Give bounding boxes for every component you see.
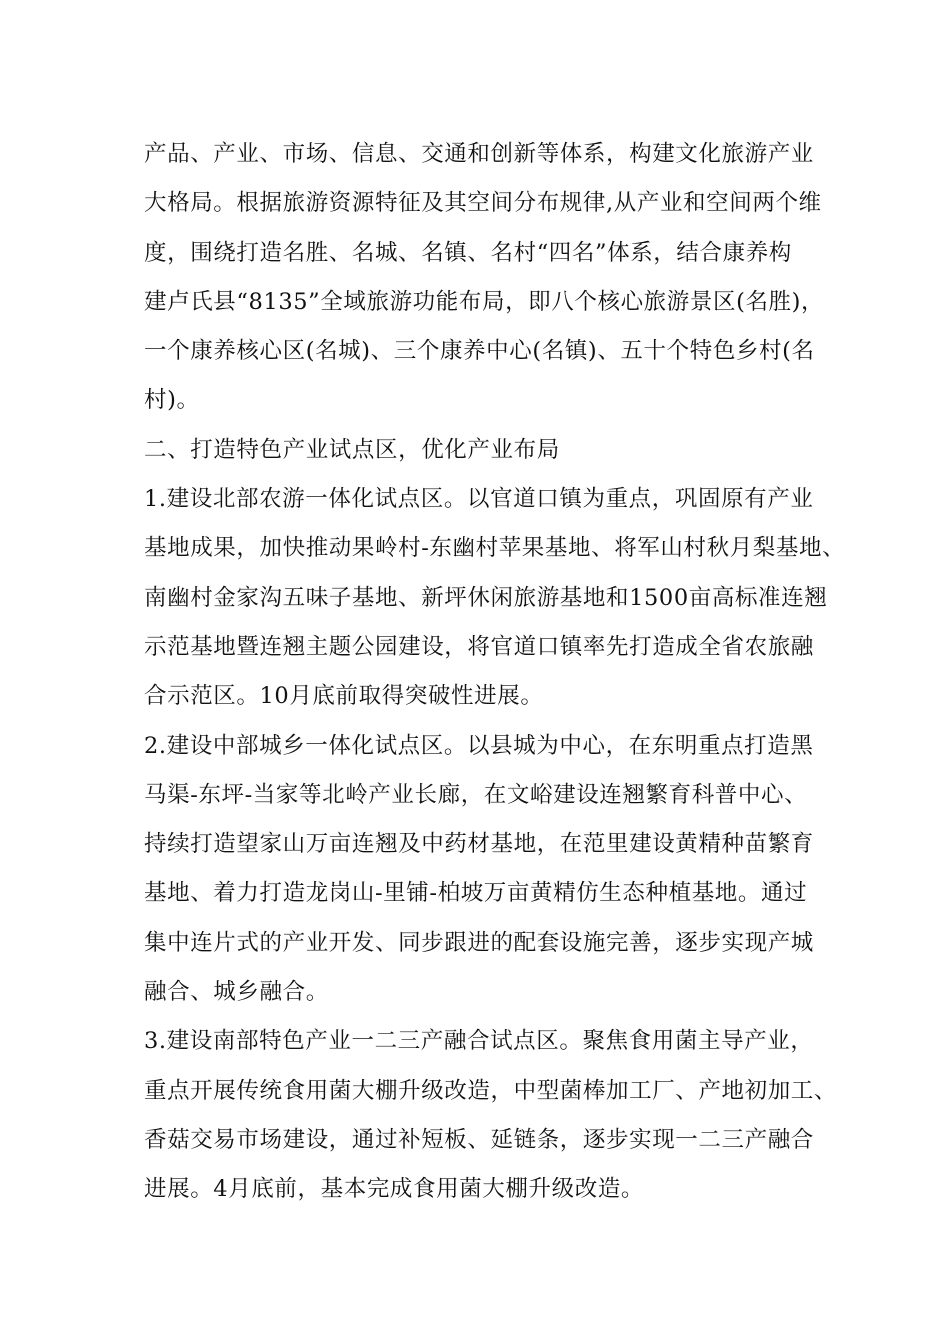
text-line: 进展。4月底前，基本完成食用菌大棚升级改造。: [144, 1176, 645, 1203]
text-line: 基地成果，加快推动果岭村-东幽村苹果基地、将军山村秋月梨基地、: [144, 535, 846, 562]
text-line: 合示范区。10月底前取得突破性进展。: [144, 683, 544, 710]
text-line: 建卢氏县“8135”全域旅游功能布局，即八个核心旅游景区(名胜)，: [144, 288, 825, 315]
text-line: 3.建设南部特色产业一二三产融合试点区。聚焦食用菌主导产业，: [144, 1028, 814, 1055]
text-line: 持续打造望家山万亩连翘及中药材基地，在范里建设黄精种苗繁育: [144, 831, 814, 858]
text-line: 1.建设北部农游一体化试点区。以官道口镇为重点，巩固原有产业: [144, 486, 814, 513]
text-line: 产品、产业、市场、信息、交通和创新等体系，构建文化旅游产业: [144, 141, 814, 167]
text-line: 示范基地暨连翘主题公园建设，将官道口镇率先打造成全省农旅融: [144, 633, 814, 660]
text-line: 集中连片式的产业开发、同步跟进的配套设施完善，逐步实现产城: [144, 929, 814, 956]
section-heading: 二、打造特色产业试点区，优化产业布局: [144, 436, 560, 463]
text-line: 2.建设中部城乡一体化试点区。以县城为中心，在东明重点打造黑: [144, 732, 814, 759]
text-line: 南幽村金家沟五味子基地、新坪休闲旅游基地和1500亩高标准连翘: [144, 584, 828, 611]
text-line: 基地、着力打造龙岗山-里铺-柏坡万亩黄精仿生态种植基地。通过: [144, 880, 808, 907]
document-body: [144, 130, 846, 1215]
text-line: 一个康养核心区(名城)、三个康养中心(名镇)、五十个特色乡村(名: [144, 338, 815, 365]
text-line: 香菇交易市场建设，通过补短板、延链条，逐步实现一二三产融合: [144, 1126, 814, 1153]
text-line: 大格局。根据旅游资源特征及其空间分布规律,从产业和空间两个维: [144, 190, 822, 217]
text-line: 度，围绕打造名胜、名城、名镇、名村“四名”体系，结合康养构: [144, 239, 792, 266]
text-line: 重点开展传统食用菌大棚升级改造，中型菌棒加工厂、产地初加工、: [144, 1077, 838, 1104]
text-line: 融合、城乡融合。: [144, 979, 329, 1006]
text-line: 马渠-东坪-当家等北岭产业长廊，在文峪建设连翘繁育科普中心、: [144, 781, 808, 808]
text-line: 村)。: [144, 387, 200, 414]
